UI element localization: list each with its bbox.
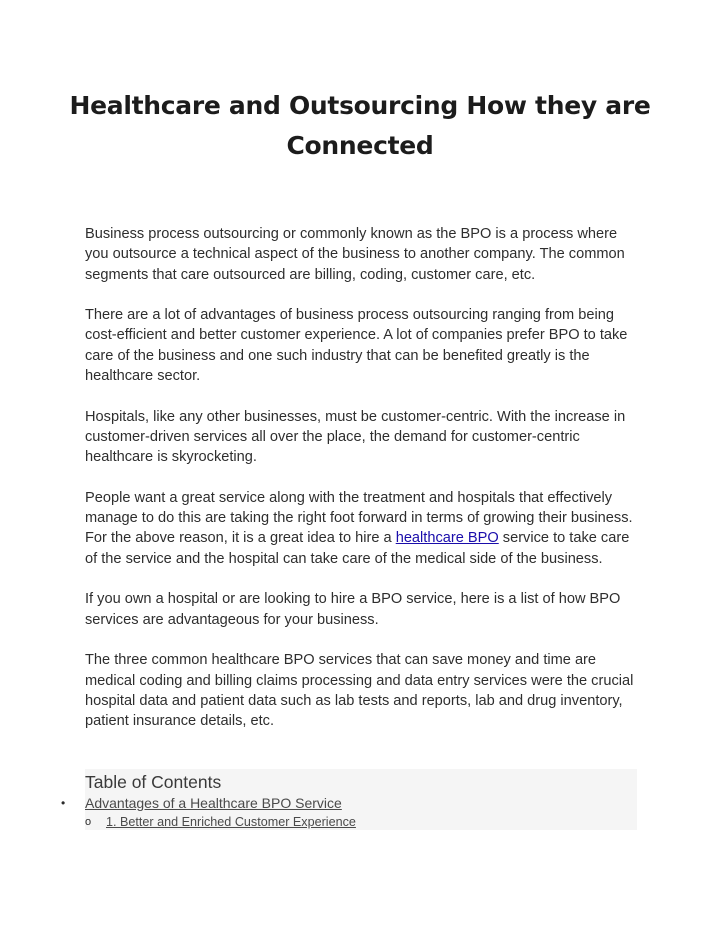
- table-of-contents: [85, 769, 637, 830]
- article-body: [85, 224, 641, 752]
- paragraph-common-services: The three common healthcare BPO services that can save money and time are medical coding and billing claims processing and data entry services were the crucial hospital data and patient data such as lab tests and reports, lab and drug inventory, patient insurance details, etc.: [85, 652, 634, 730]
- paragraph-service-text-before: People want a great service along with the treatment and hospitals that effectively manage to do this are taking the right foot forward in terms of growing their business. For the above reason, it is a great idea to hire a: [85, 489, 633, 547]
- toc-link-customer-experience[interactable]: 1. Better and Enriched Customer Experience: [106, 815, 356, 829]
- paragraph-hire-bpo: If you own a hospital or are looking to hire a BPO service, here is a list of how BPO services are advantageous for your business.: [85, 591, 621, 628]
- sub-bullet-icon: o: [85, 816, 92, 828]
- paragraph-service: [85, 488, 641, 569]
- page-title: Healthcare and Outsourcing How they are Connected: [69, 91, 651, 160]
- paragraph-service-text-after: service to take care of the service and the hospital can take care of the medical side of the business.: [85, 530, 630, 567]
- toc-heading: Table of Contents: [85, 772, 222, 792]
- toc-link-advantages[interactable]: Advantages of a Healthcare BPO Service: [85, 795, 342, 811]
- bullet-icon: •: [61, 796, 66, 810]
- healthcare-bpo-link[interactable]: healthcare BPO: [395, 530, 499, 547]
- paragraph-advantages: There are a lot of advantages of business process outsourcing ranging from being cost-efficient and better customer experience. A lot of companies prefer BPO to take care of the business and one such industry that can be benefited greatly is the healthcare sector.: [85, 307, 628, 385]
- paragraph-customer-centric: Hospitals, like any other businesses, must be customer-centric. With the increase in customer-driven services all over the place, the demand for customer-centric healthcare is skyrocketing.: [85, 408, 626, 466]
- paragraph-intro: Business process outsourcing or commonly known as the BPO is a process where you outsource a technical aspect of the business to another company. The common segments that care outsourced are billing, coding, customer care, etc.: [85, 226, 625, 283]
